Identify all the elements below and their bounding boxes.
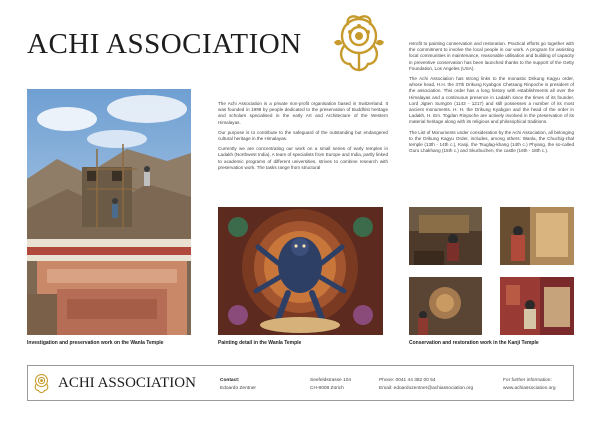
footer-address — [310, 377, 351, 393]
phone-number: Phone: 0041 44 382 00 54 — [379, 378, 436, 383]
achi-logo-icon — [32, 371, 51, 395]
wanla-painting-photo — [218, 207, 383, 335]
footer-box — [27, 365, 574, 401]
intro-paragraph-3: Currently we are concentrating our work on a small series of early temples in Ladakh (Northwest India). A team of specialists from Europe and India, partly linked to academic programs of different universities, strives to combine research with preservation work. The tasks range from structural — [218, 146, 388, 170]
email-address[interactable]: Email: edoardozentner@achiassociation.org — [379, 386, 474, 391]
kanji-photo-4 — [500, 277, 574, 335]
contact-label: Contact: — [220, 378, 240, 383]
website-link[interactable]: www.achiassociation.org — [503, 386, 556, 391]
achi-logo-icon — [332, 12, 386, 74]
footer-contact — [220, 377, 256, 393]
details-text-column — [409, 41, 574, 158]
contact-name: Edoardo Zentner — [220, 386, 257, 391]
caption-painting: Painting detail in the Wanla Temple — [218, 340, 302, 346]
address-city: CH-8008 Zürich — [310, 386, 344, 391]
kanji-photo-1 — [409, 207, 482, 265]
caption-wanla: Investigation and preservation work on the Wanla Temple — [27, 340, 164, 346]
address-street: Seefeldstrasse 104 — [310, 378, 352, 383]
kanji-photo-3 — [409, 277, 482, 335]
intro-paragraph-2: Our purpose is to contribute to the safeguard of the outstanding but endangered cultural heritage in the Himalayas. — [218, 129, 388, 142]
details-paragraph-3: The List of Monuments under consideration by the Achi Association, all belonging to the Drikung Kagyu Order, includes, among others: Wanla, the Chuchig-zhal temple (13th - 14th c.), Kanji, the Tsuglag-khang (14th c.) Phyang, the so-called Guru Lhakhang (15th c.) and Skurbuchen, the castle (16th - 18th c.). — [409, 129, 574, 154]
intro-text-column — [218, 101, 388, 175]
wanla-temple-photo — [27, 89, 191, 335]
info-label: For further information: — [503, 378, 552, 383]
details-paragraph-2: The Achi Association has strong links to the monastic Drikung Kagyu order, whose head, H.H. the 37th Drikung Kyabgon Chetsang Rinpoche is president of the association. This order has a long history with establishments all over the Himalayas and a continuous presence in Ladakh since the times of its founder, Lord Jigten Sumgön (1143 - 1217) and still possesses a number of its most ancient monuments. H. H. the Drikung Kyabgon and the head of the order in Ladakh, H. Em. Togdan Rinpoche are actively involved in the preservation of its material heritage along with its religious and philosophical traditions. — [409, 76, 574, 125]
details-paragraph-1: retrofit to painting conservation and restoration. Practical efforts go together with the commitment to involve the local people in our work. A program for assisting local communities in maintenance, reasonable utilisation and building of capacity in preventive conservation has been launched thanks to the support of the Getty Foundation, Los Angeles (USA). — [409, 41, 574, 71]
page-title: ACHI ASSOCIATION — [27, 28, 302, 60]
kanji-photo-2 — [500, 207, 574, 265]
footer-phone-email — [379, 377, 473, 393]
footer-info — [503, 377, 556, 393]
footer-title: ACHI ASSOCIATION — [58, 375, 196, 391]
intro-paragraph-1: The Achi Association is a private non-profit organisation based in Switzerland. It was founded in 1999 by people dedicated to the preservation of Buddhist heritage and scholars specialised in the early Art and Architecture of the Western Himalayas. — [218, 101, 388, 125]
caption-kanji: Conservation and restoration work in the Kanji Temple — [409, 340, 539, 346]
